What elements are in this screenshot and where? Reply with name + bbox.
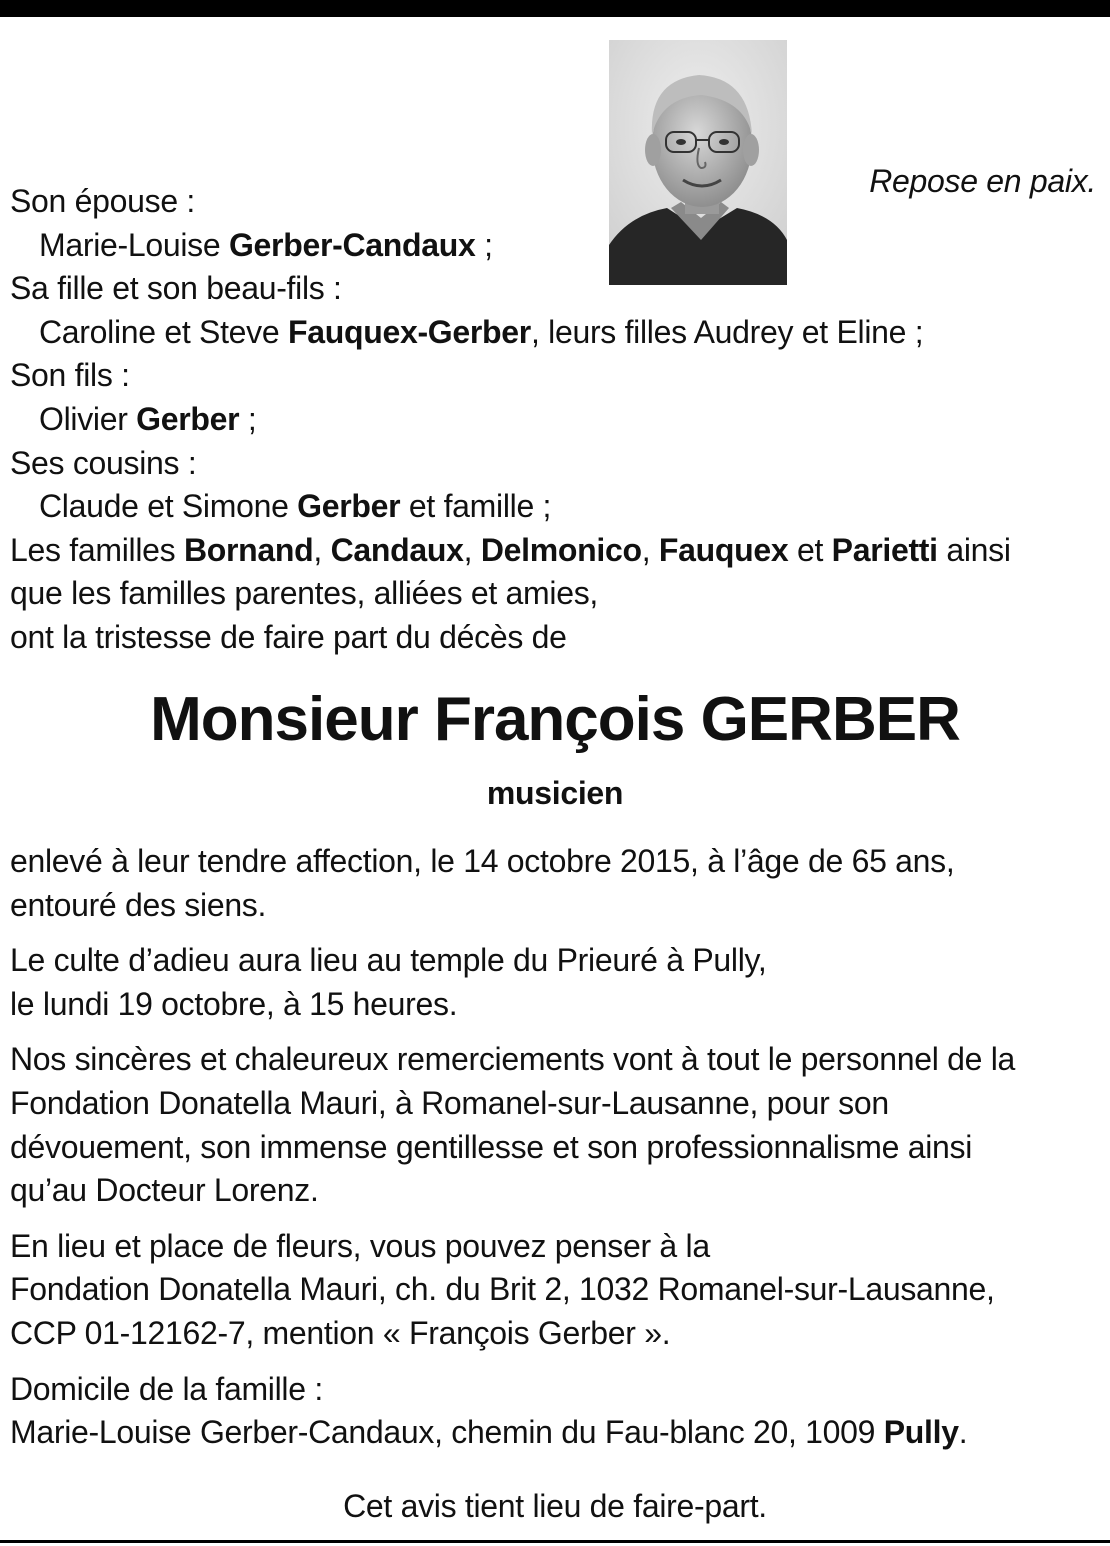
- top-border-rule: [0, 0, 1110, 17]
- daughter-label: Sa fille et son beau-fils :: [10, 270, 342, 307]
- spouse-label: Son épouse :: [10, 183, 195, 219]
- death-paragraph: enlevé à leur tendre affection, le 14 octobre 2015, à l’âge de 65 ans, entouré des siens.: [10, 843, 955, 923]
- donation-paragraph: En lieu et place de fleurs, vous pouvez penser à la Fondation Donatella Mauri, ch. du Brit 2, 1032 Romanel-sur-Lausanne, CCP 01-12162-7, mention « François Gerber ».: [10, 1227, 995, 1351]
- service-paragraph: Le culte d’adieu aura lieu au temple du Prieuré à Pully, le lundi 19 octobre, à 15 heures.: [10, 942, 767, 1022]
- spouse-entry: Marie-Louise Gerber-Candaux ;: [39, 226, 493, 263]
- closing-note: Cet avis tient lieu de faire-part.: [343, 1488, 767, 1524]
- deceased-name: Monsieur François GERBER: [150, 685, 960, 754]
- son-label: Son fils :: [10, 357, 130, 394]
- announcement: ont la tristesse de faire part du décès de: [10, 618, 567, 655]
- thanks-paragraph: Nos sincères et chaleureux remerciements vont à tout le personnel de la Fondation Donatella Mauri, à Romanel-sur-Lausanne, pour son dévouement, son immense gentillesse et son professionnalisme ainsi qu’au Docteur Lorenz.: [10, 1041, 1016, 1209]
- bottom-border-rule: [0, 1540, 1110, 1543]
- family-list: [10, 180, 1105, 660]
- epitaph: Repose en paix.: [869, 163, 1096, 199]
- son-entry: Olivier Gerber ;: [39, 400, 257, 437]
- families-line-2: que les familles parentes, alliées et amies,: [10, 575, 598, 612]
- cousins-label: Ses cousins :: [10, 444, 197, 481]
- families-line: Les familles Bornand, Candaux, Delmonico, Fauquex et Parietti ainsi: [10, 531, 1011, 568]
- notice-body: [10, 840, 1105, 1465]
- daughter-entry: Caroline et Steve Fauquex-Gerber, leurs filles Audrey et Eline ;: [39, 313, 924, 350]
- deceased-title: musicien: [486, 775, 624, 811]
- domicile-paragraph: Domicile de la famille : Marie-Louise Gerber-Candaux, chemin du Fau-blanc 20, 1009 Pully.: [10, 1370, 968, 1451]
- cousins-entry: Claude et Simone Gerber et famille ;: [39, 488, 552, 525]
